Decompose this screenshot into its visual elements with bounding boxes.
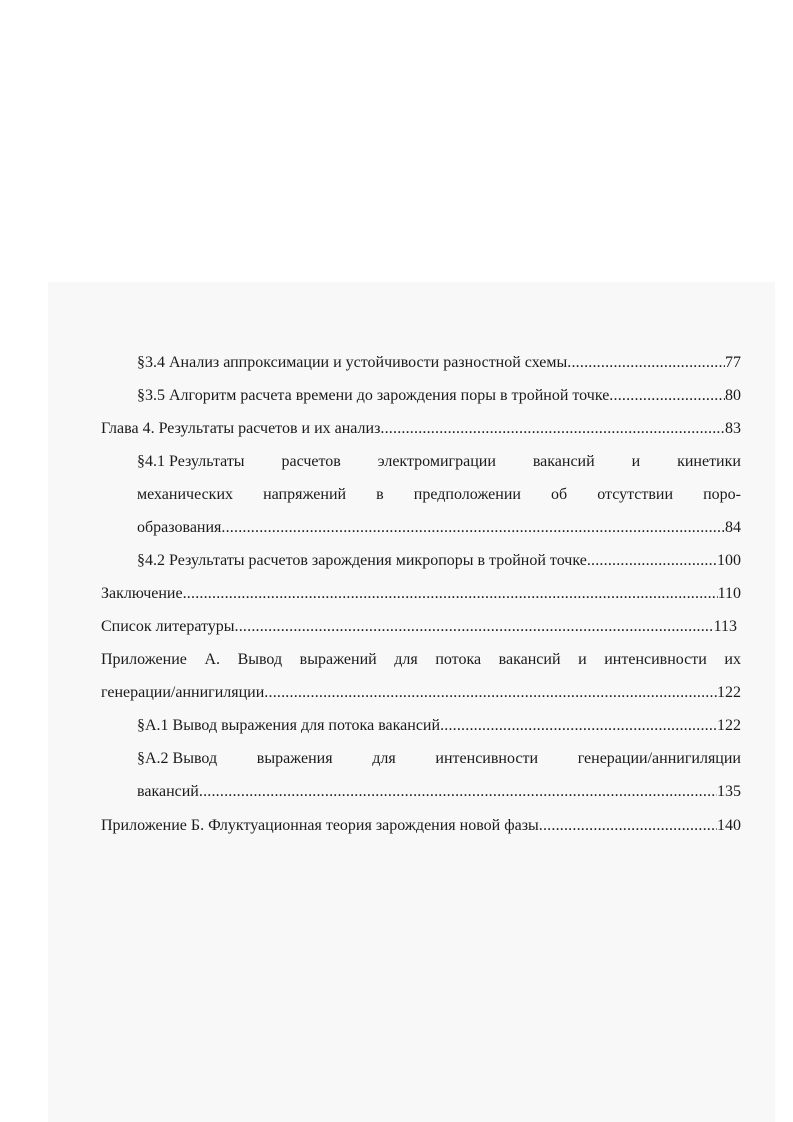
word: для: [394, 651, 418, 668]
toc-page-number: 84: [725, 519, 741, 536]
word: отсутствии: [597, 486, 674, 503]
word: кинетики: [677, 453, 741, 470]
dot-leader: [587, 550, 717, 572]
word: выражения: [256, 750, 333, 767]
word: генерации/аннигиляции: [577, 750, 741, 767]
toc-entry-a-1: [137, 715, 741, 737]
word: выражений: [299, 651, 377, 668]
toc-entry-title: Глава 4. Результаты расчетов и их анализ: [101, 420, 381, 437]
dot-leader: [183, 583, 718, 605]
dot-leader: [380, 418, 725, 440]
toc-entry-appendix-a-line-2: [101, 682, 741, 704]
toc-entry-appendix-b: [101, 815, 741, 837]
toc-entry-title: Приложение Б. Флуктуационная теория зарождения новой фазы: [101, 817, 539, 834]
word: в: [376, 486, 384, 503]
word: расчетов: [281, 453, 341, 470]
toc-entry-title: Список литературы: [101, 618, 235, 635]
toc-entry-title: образования: [137, 519, 222, 536]
toc-page-number: 77: [725, 354, 741, 371]
word: для: [372, 750, 396, 767]
dot-leader: [539, 815, 717, 837]
toc-entry-a-2-line-2: [137, 781, 741, 803]
toc-entry-title: §4.2 Результаты расчетов зарождения микропоры в тройной точке: [137, 552, 587, 569]
dot-leader: [264, 682, 717, 704]
dot-leader: [199, 781, 717, 803]
toc-page-number: 135: [717, 783, 741, 800]
toc-entry-title: вакансий: [137, 783, 199, 800]
toc-page-number: 113: [713, 618, 737, 635]
toc-entry-title: §3.4 Анализ аппроксимации и устойчивости разностной схемы: [137, 354, 568, 371]
toc-entry-4-2: [137, 550, 741, 572]
dot-leader: [440, 715, 717, 737]
word: вакансий: [532, 453, 595, 470]
dot-leader: [235, 616, 714, 638]
word: вакансий: [498, 651, 561, 668]
toc-page-number: 110: [717, 585, 741, 602]
word: §4.1 Результаты: [137, 453, 245, 470]
toc-entry-4-1-line-3: [137, 517, 741, 539]
dot-leader: [567, 352, 725, 374]
toc-entry-title: §3.5 Алгоритм расчета времени до зарождения поры в тройной точке: [137, 387, 610, 404]
toc-page-number: 122: [717, 684, 741, 701]
toc-entry-a-2-line-1: [137, 748, 741, 770]
toc-entry-appendix-a-line-1: [101, 649, 741, 671]
word: механических: [137, 486, 234, 503]
word: §А.2 Вывод: [137, 750, 218, 767]
word: их: [724, 651, 741, 668]
word: поро-: [703, 486, 741, 503]
toc-entry-4-1-line-2: [137, 484, 741, 506]
word: Вывод: [237, 651, 283, 668]
word: потока: [435, 651, 482, 668]
toc-entry-title: генерации/аннигиляции: [101, 684, 265, 701]
word: А.: [204, 651, 220, 668]
dot-leader: [221, 517, 725, 539]
word: и: [631, 453, 641, 470]
word: электромиграции: [377, 453, 496, 470]
toc-entry-3-4: [137, 352, 741, 374]
toc-entry-conclusion: [101, 583, 741, 605]
toc-entry-4-1-line-1: [137, 451, 741, 473]
toc-entry-title: Заключение: [101, 585, 183, 602]
toc-page-number: 122: [717, 717, 741, 734]
word: предположении: [413, 486, 521, 503]
toc-page-number: 100: [717, 552, 741, 569]
toc-entry-chapter-4: [101, 418, 741, 440]
toc-page-number: 83: [725, 420, 741, 437]
toc-page-number: 80: [725, 387, 741, 404]
word: интенсивности: [435, 750, 539, 767]
toc-entry-3-5: [137, 385, 741, 407]
word: об: [551, 486, 568, 503]
dot-leader: [609, 385, 725, 407]
word: Приложение: [101, 651, 187, 668]
toc-entry-references: [101, 616, 737, 638]
toc-page-number: 140: [717, 817, 741, 834]
word: и: [578, 651, 587, 668]
word: напряжений: [263, 486, 347, 503]
word: интенсивности: [604, 651, 707, 668]
toc-entry-title: §А.1 Вывод выражения для потока вакансий: [137, 717, 441, 734]
